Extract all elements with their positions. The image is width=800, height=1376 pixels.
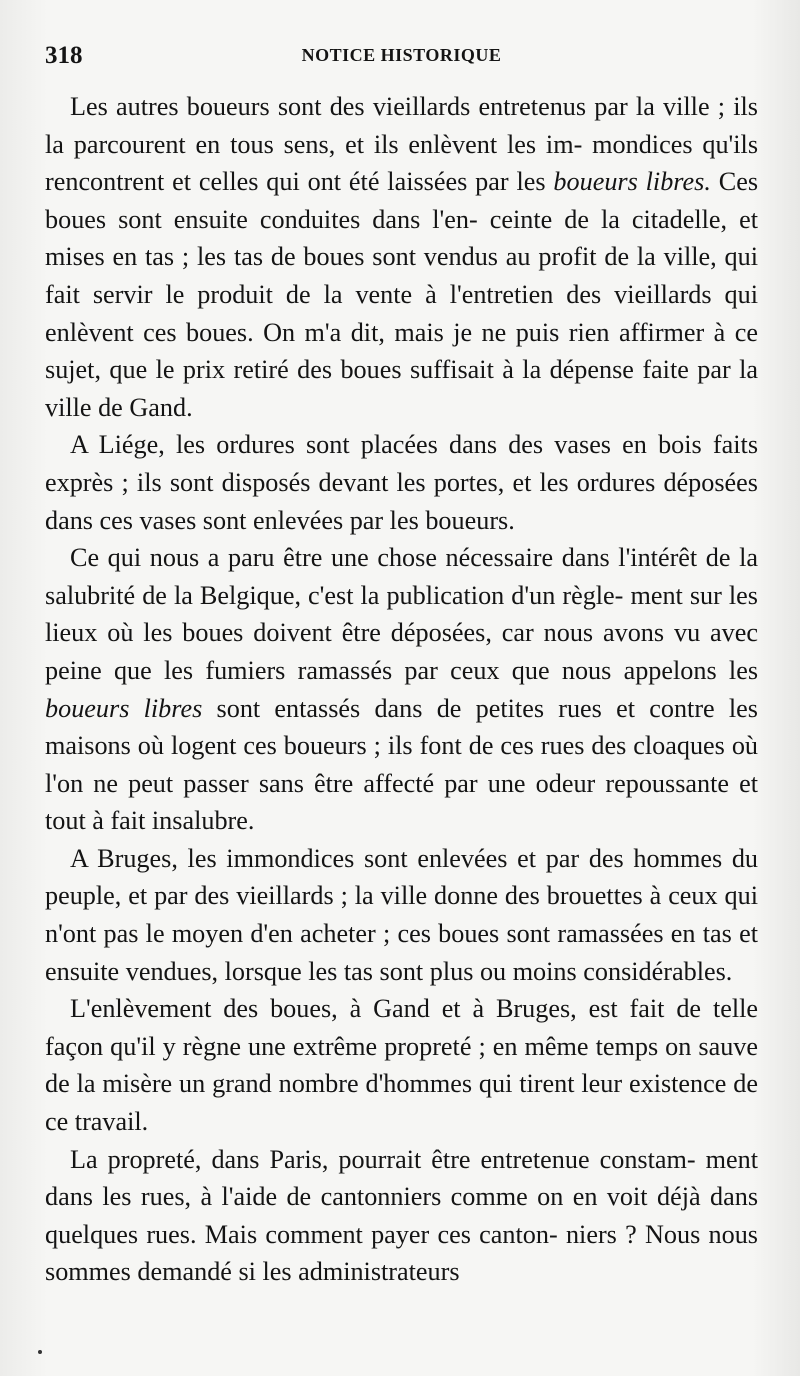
text-run: petites rues et contre les maisons où logent ces boueurs ; ils: [45, 693, 758, 761]
paragraph: [45, 426, 758, 539]
text-run: que nous appelons les: [511, 655, 759, 685]
text-run: font de ces rues des cloaques où l'on ne peut passer sans être: [45, 731, 759, 798]
text-run: nous avons vu avec peine que les fumiers ramassés par ceux: [45, 618, 759, 685]
text-run: A Liége, les ordures sont placées dans des vases en bois: [70, 430, 702, 460]
body-text: [45, 88, 758, 1291]
print-speck: [38, 1350, 42, 1354]
text-run: Gand.: [129, 392, 193, 422]
text-run: niers ? Nous nous sommes demandé si les administrateurs: [45, 1219, 758, 1287]
italic-term: boueurs libres.: [553, 167, 711, 197]
text-run: déjà dans quelques rues. Mais comment payer ces canton-: [45, 1182, 759, 1249]
text-run: ramassées en tas et ensuite vendues, lorsque les tas sont plus: [45, 919, 758, 986]
running-head: [45, 42, 758, 84]
text-run: ceux qui n'ont pas le moyen d'en acheter ; ces boues sont: [45, 881, 758, 949]
text-run: sont entassés dans de: [202, 693, 462, 723]
paragraph: [45, 1141, 758, 1291]
text-run: A Bruges, les immondices sont enlevées et par des hommes: [70, 843, 723, 873]
text-run: ment dans les rues, à l'aide de cantonniers comme on en voit: [45, 1144, 758, 1212]
text-run: ceinte de la citadelle, et mises en tas ; les tas de boues sont: [45, 204, 758, 272]
text-run: les: [516, 167, 554, 197]
text-run: Ces boues sont ensuite conduites dans l'en-: [45, 167, 759, 234]
text-run: retiré des boues suffisait à la dépense faite par la ville de: [45, 355, 758, 422]
text-run: Ce qui nous a paru être une chose nécessaire dans l'intérêt: [70, 543, 698, 573]
text-run: mondices qu'ils rencontrent et celles qui ont été laissées par: [45, 129, 759, 197]
running-title: NOTICE HISTORIQUE: [301, 45, 502, 65]
text-run: telle façon qu'il y règne une extrême propreté ; en même: [45, 994, 759, 1061]
text-run: affecté par une odeur repoussante et tout à fait insalubre.: [45, 768, 758, 836]
text-run: vente à l'entretien des vieillards qui enlèvent ces boues. On: [45, 279, 758, 347]
text-run: vendus au profit de la ville, qui fait servir le produit de la: [45, 242, 758, 309]
text-run: de la salubrité de la Belgique, c'est la publication d'un règle-: [45, 543, 758, 610]
text-run: m'a dit, mais je ne puis rien affirmer à ce sujet, que le prix: [45, 317, 758, 385]
italic-term: boueurs libres: [45, 693, 203, 723]
paragraph: [45, 88, 758, 426]
text-run: qui tirent leur existence de ce travail.: [45, 1069, 758, 1137]
text-run: Les autres boueurs sont des vieillards entretenus par la: [70, 92, 655, 121]
text-run: ou moins considérables.: [479, 956, 733, 986]
text-run: ment sur les lieux où les boues doivent être déposées, car: [45, 580, 758, 648]
text-run: La propreté, dans Paris, pourrait être entretenue constam-: [70, 1144, 696, 1174]
text-run: temps on sauve de la misère un grand nombre d'hommes: [45, 1031, 759, 1099]
text-run: L'enlèvement des boues, à Gand et à Bruges, est fait de: [70, 994, 702, 1024]
text-run: ville ; ils la parcourent en tous sens, et ils enlèvent les im-: [45, 92, 758, 159]
paragraph: [45, 840, 758, 990]
paragraph: [45, 990, 758, 1140]
text-run: faits exprès ; ils sont disposés devant les portes, et les ordures: [45, 430, 759, 497]
paragraph: [45, 539, 758, 840]
text-run: déposées dans ces vases sont enlevées par les boueurs.: [45, 467, 758, 535]
text-run: du peuple, et par des vieillards ; la ville donne des brouettes à: [45, 843, 758, 911]
page-number: 318: [45, 42, 83, 69]
